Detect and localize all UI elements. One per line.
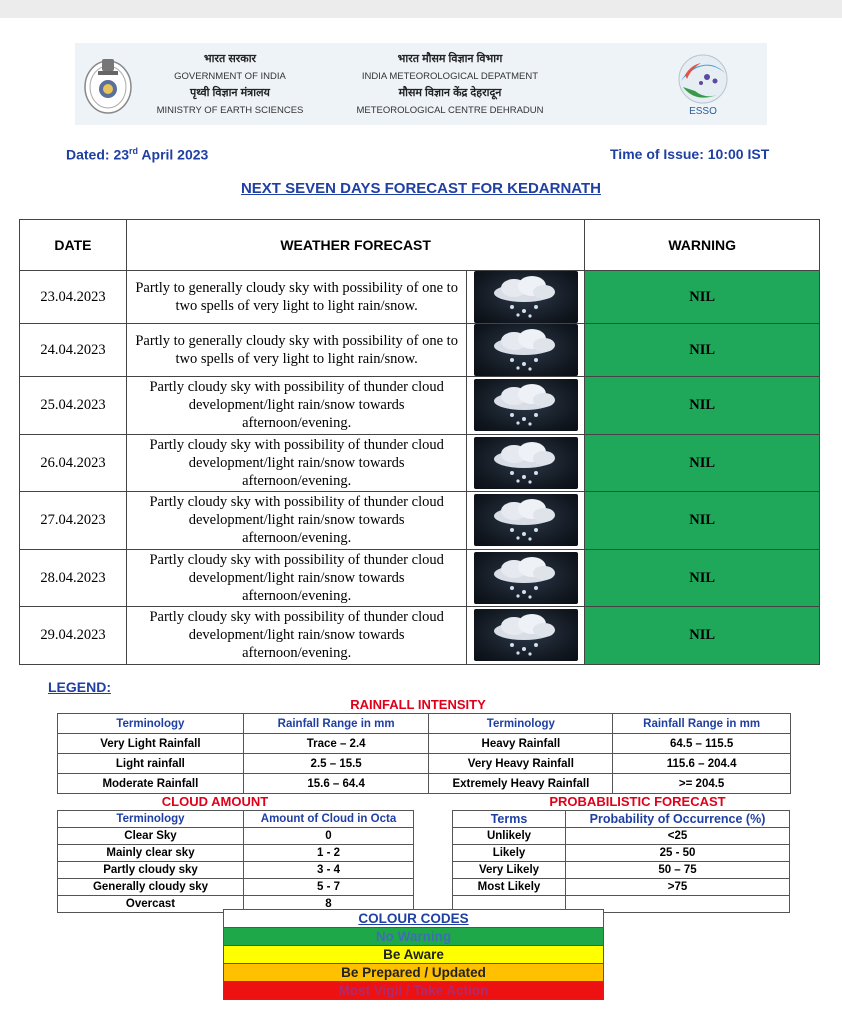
warning-cell: NIL (585, 434, 820, 492)
rainfall-row-cell: Light rainfall (58, 754, 244, 774)
header-warning: WARNING (585, 220, 820, 271)
rainfall-row (58, 754, 791, 774)
forecast-table (19, 219, 820, 665)
probabilistic-row (453, 862, 790, 879)
forecast-text: Partly cloudy sky with possibility of thunder cloud development/light rain/snow towards afternoon/evening. (126, 492, 467, 550)
probabilistic-row-cell: Very Likely (453, 862, 566, 879)
rainfall-row-cell: >= 204.5 (613, 774, 791, 794)
forecast-row (20, 377, 820, 435)
cloud-rain-snow-icon (474, 379, 578, 431)
forecast-text: Partly cloudy sky with possibility of thunder cloud development/light rain/snow towards afternoon/evening. (126, 377, 467, 435)
rainfall-row-cell: Very Light Rainfall (58, 734, 244, 754)
forecast-icon-cell (467, 271, 585, 324)
forecast-icon-cell (467, 492, 585, 550)
forecast-date: 26.04.2023 (20, 434, 127, 492)
forecast-icon-cell (467, 377, 585, 435)
esso-logo-icon (675, 51, 731, 117)
probabilistic-table (452, 810, 790, 913)
forecast-title: NEXT SEVEN DAYS FORECAST FOR KEDARNATH (240, 180, 602, 197)
imd-english: INDIA METEOROLOGICAL DEPATMENT (361, 71, 539, 82)
rainfall-title: RAINFALL INTENSITY (350, 697, 486, 712)
forecast-row (20, 607, 820, 665)
probabilistic-header-terms: Terms (453, 811, 566, 828)
rainfall-row-cell: Moderate Rainfall (58, 774, 244, 794)
cloud-table (57, 810, 414, 913)
department-block (340, 51, 560, 119)
ministry-hindi: पृथ्वी विज्ञान मंत्रालय (190, 87, 270, 99)
gov-english: GOVERNMENT OF INDIA (174, 71, 286, 82)
issue-date: Dated: 23rd April 2023 (66, 146, 209, 163)
cloud-row-cell: 0 (244, 828, 414, 845)
colour-code-row (224, 928, 604, 946)
colour-code-row (224, 982, 604, 1000)
letterhead (75, 43, 767, 125)
cloud-rain-snow-icon (474, 437, 578, 489)
warning-cell: NIL (585, 377, 820, 435)
legend-title: LEGEND: (48, 679, 111, 695)
cloud-row-cell: Partly cloudy sky (58, 862, 244, 879)
colour-code-label: Be Prepared / Updated (224, 964, 604, 982)
forecast-row (20, 434, 820, 492)
probabilistic-row (453, 845, 790, 862)
cloud-title: CLOUD AMOUNT (161, 794, 269, 809)
gov-hindi: भारत सरकार (203, 53, 257, 65)
rainfall-row (58, 774, 791, 794)
esso-label: ESSO (689, 106, 717, 117)
probabilistic-title: PROBABILISTIC FORECAST (549, 794, 726, 809)
probabilistic-row (453, 828, 790, 845)
national-emblem-icon (83, 51, 133, 117)
cloud-row-cell: Overcast (58, 896, 244, 913)
forecast-date: 29.04.2023 (20, 607, 127, 665)
cloud-rain-snow-icon (474, 324, 578, 376)
cloud-row-cell: 1 - 2 (244, 845, 414, 862)
cloud-rain-snow-icon (474, 552, 578, 604)
cloud-row (58, 828, 414, 845)
forecast-date: 27.04.2023 (20, 492, 127, 550)
colour-code-label: Most Vigil / Take Action (224, 982, 604, 1000)
probabilistic-row (453, 879, 790, 896)
cloud-row-cell: 3 - 4 (244, 862, 414, 879)
forecast-date: 23.04.2023 (20, 271, 127, 324)
colour-codes-title: COLOUR CODES (224, 910, 604, 928)
centre-english: METEOROLOGICAL CENTRE DEHRADUN (356, 105, 544, 116)
forecast-text: Partly to generally cloudy sky with possibility of one to two spells of very light to light rain/snow. (126, 271, 467, 324)
header-date: DATE (20, 220, 127, 271)
forecast-row (20, 271, 820, 324)
warning-cell: NIL (585, 271, 820, 324)
rainfall-row-cell: 2.5 – 15.5 (243, 754, 429, 774)
probabilistic-header-row (453, 811, 790, 828)
rainfall-header-term-2: Terminology (429, 714, 613, 734)
forecast-text: Partly cloudy sky with possibility of thunder cloud development/light rain/snow towards afternoon/evening. (126, 607, 467, 665)
rainfall-header-range-2: Rainfall Range in mm (613, 714, 791, 734)
cloud-row-cell: 8 (244, 896, 414, 913)
colour-code-label: Be Aware (224, 946, 604, 964)
rainfall-row-cell: Heavy Rainfall (429, 734, 613, 754)
rainfall-row (58, 734, 791, 754)
time-of-issue: Time of Issue: 10:00 IST (610, 146, 770, 162)
forecast-date: 28.04.2023 (20, 549, 127, 607)
probabilistic-row-cell: 50 – 75 (566, 862, 790, 879)
rainfall-row-cell: Very Heavy Rainfall (429, 754, 613, 774)
rainfall-row-cell: 115.6 – 204.4 (613, 754, 791, 774)
forecast-icon-cell (467, 434, 585, 492)
probabilistic-row-cell: Likely (453, 845, 566, 862)
colour-code-row (224, 946, 604, 964)
cloud-header-term: Terminology (58, 811, 244, 828)
forecast-text: Partly cloudy sky with possibility of thunder cloud development/light rain/snow towards afternoon/evening. (126, 549, 467, 607)
forecast-icon-cell (467, 607, 585, 665)
centre-hindi: मौसम विज्ञान केंद्र देहरादून (398, 87, 502, 99)
ministry-english: MINISTRY OF EARTH SCIENCES (156, 105, 304, 116)
rainfall-row-cell: 15.6 – 64.4 (243, 774, 429, 794)
rainfall-row-cell: Extremely Heavy Rainfall (429, 774, 613, 794)
cloud-rain-snow-icon (474, 494, 578, 546)
cloud-row (58, 845, 414, 862)
forecast-text: Partly cloudy sky with possibility of thunder cloud development/light rain/snow towards afternoon/evening. (126, 434, 467, 492)
cloud-rain-snow-icon (474, 271, 578, 323)
header-weather-forecast: WEATHER FORECAST (126, 220, 584, 271)
forecast-date: 24.04.2023 (20, 324, 127, 377)
colour-code-label: No Warning (224, 928, 604, 946)
forecast-date: 25.04.2023 (20, 377, 127, 435)
top-bar (0, 0, 842, 18)
forecast-icon-cell (467, 549, 585, 607)
cloud-header-octa: Amount of Cloud in Octa (244, 811, 414, 828)
probabilistic-header-probability: Probability of Occurrence (%) (566, 811, 790, 828)
cloud-row (58, 879, 414, 896)
rainfall-header-row (58, 714, 791, 734)
probabilistic-row-cell: Most Likely (453, 879, 566, 896)
cloud-row (58, 862, 414, 879)
forecast-row (20, 324, 820, 377)
forecast-icon-cell (467, 324, 585, 377)
forecast-header-row (20, 220, 820, 271)
forecast-row (20, 492, 820, 550)
cloud-row-cell: 5 - 7 (244, 879, 414, 896)
rainfall-header-range-1: Rainfall Range in mm (243, 714, 429, 734)
rainfall-header-term-1: Terminology (58, 714, 244, 734)
colour-code-row (224, 964, 604, 982)
warning-cell: NIL (585, 549, 820, 607)
rainfall-table (57, 713, 791, 794)
probabilistic-row-cell: >75 (566, 879, 790, 896)
warning-cell: NIL (585, 607, 820, 665)
forecast-row (20, 549, 820, 607)
probabilistic-row-cell: Unlikely (453, 828, 566, 845)
rainfall-row-cell: 64.5 – 115.5 (613, 734, 791, 754)
warning-cell: NIL (585, 324, 820, 377)
cloud-row-cell: Generally cloudy sky (58, 879, 244, 896)
probabilistic-row-cell: <25 (566, 828, 790, 845)
cloud-rain-snow-icon (474, 609, 578, 661)
colour-codes-table (223, 909, 604, 1000)
rainfall-row-cell: Trace – 2.4 (243, 734, 429, 754)
forecast-text: Partly to generally cloudy sky with possibility of one to two spells of very light to light rain/snow. (126, 324, 467, 377)
cloud-row-cell: Clear Sky (58, 828, 244, 845)
cloud-header-row (58, 811, 414, 828)
probabilistic-row-cell: 25 - 50 (566, 845, 790, 862)
ministry-block (145, 51, 315, 119)
imd-hindi: भारत मौसम विज्ञान विभाग (397, 53, 503, 65)
cloud-row-cell: Mainly clear sky (58, 845, 244, 862)
warning-cell: NIL (585, 492, 820, 550)
